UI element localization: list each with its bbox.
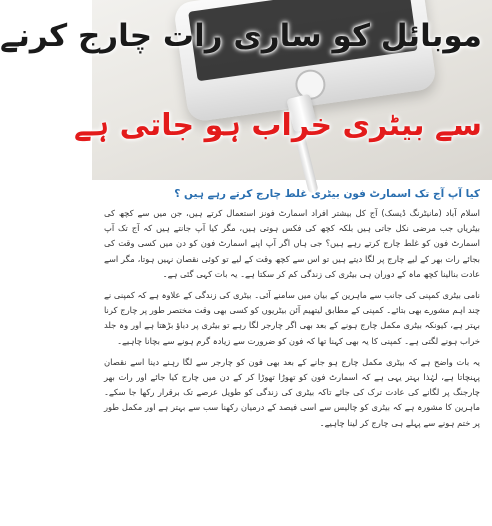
hero-image bbox=[0, 0, 492, 180]
article-subheading: کیا آپ آج تک اسمارٹ فون بیٹری غلط چارج کرتے رہے ہیں ؟ bbox=[174, 188, 480, 200]
article-paragraph: اسلام آباد (مانیٹرنگ ڈیسک) آج کل بیشتر افراد اسمارٹ فونز استعمال کرتے ہیں، جن میں سے کچھ کی بیٹریاں جب مرضی نکل جاتی ہیں بلکہ کچھ کی فکس ہوتی ہیں، مگر کیا آپ جانتے ہیں کہ آج تک آپ اسمارٹ فون کو غلط چارج کرتے رہے ہیں؟ جی ہاں اگر آپ اپنے اسمارٹ فون کو دن میں کسی وقت کی بجائے رات بھر کے لیے چارج پر لگا دیتے ہیں تو اس سے کچھ وقت کے لیے تو کوئی نقصان نہیں ہوتا، مگر اسے عادت بنالینا کچھ ماہ کے دوران ہی بیٹری کی زندگی کم کر سکتا ہے۔ یہ بات کہی گئی ہے۔ bbox=[104, 208, 480, 279]
article-body bbox=[92, 186, 492, 431]
headline-line-2: سے بیٹری خراب ہو جاتی ہے bbox=[74, 108, 482, 143]
headline-line-1: موبائل کو ساری رات چارج کرنے bbox=[0, 18, 482, 54]
article-paragraph: یہ بات واضح ہے کہ بیٹری مکمل چارج ہو جانے کے بعد بھی فون کو چارجر سے لگا رہنے دینا اسے نقصان پہنچاتا ہے، لہٰذا بہتر یہی ہے کہ اسمارٹ فون کو تھوڑا تھوڑا کر کے دن میں چارج کیا جائے اور رات بھر چارجنگ پر لگانے کی عادت ترک کی جائے تاکہ بیٹری کی زندگی کو طویل عرصے تک برقرار رکھا جا سکے۔ ماہرین کا مشورہ ہے کہ بیٹری کو چالیس سے اسی فیصد کے درمیان رکھنا سب سے بہتر ہے اور مکمل طور پر ختم ہونے سے پہلے ہی چارج کر لینا چاہیے۔ bbox=[104, 356, 480, 428]
article-paragraph: نامی بیٹری کمپنی کی جانب سے ماہرین کے بیان میں سامنے آئی۔ بیٹری کی زندگی کے علاوہ ہے کہ کمپنی نے چند اہم مشورے بھی بتائے۔ کمپنی کے مطابق لیتھیم آئن بیٹریوں کو کسی بھی وقت مختصر طور پر چارج کرنا بہتر ہے، کیونکہ بیٹری مکمل چارج ہونے کے بعد بھی اگر چارجر لگا رہے تو بیٹری پر دباؤ بڑھتا ہے اور وہ جلد خراب ہونے لگتی ہے۔ کمپنی کا یہ بھی کہنا تھا کہ فون کو ضرورت سے زیادہ گرم ہونے سے بچانا چاہیے۔ bbox=[104, 290, 480, 346]
